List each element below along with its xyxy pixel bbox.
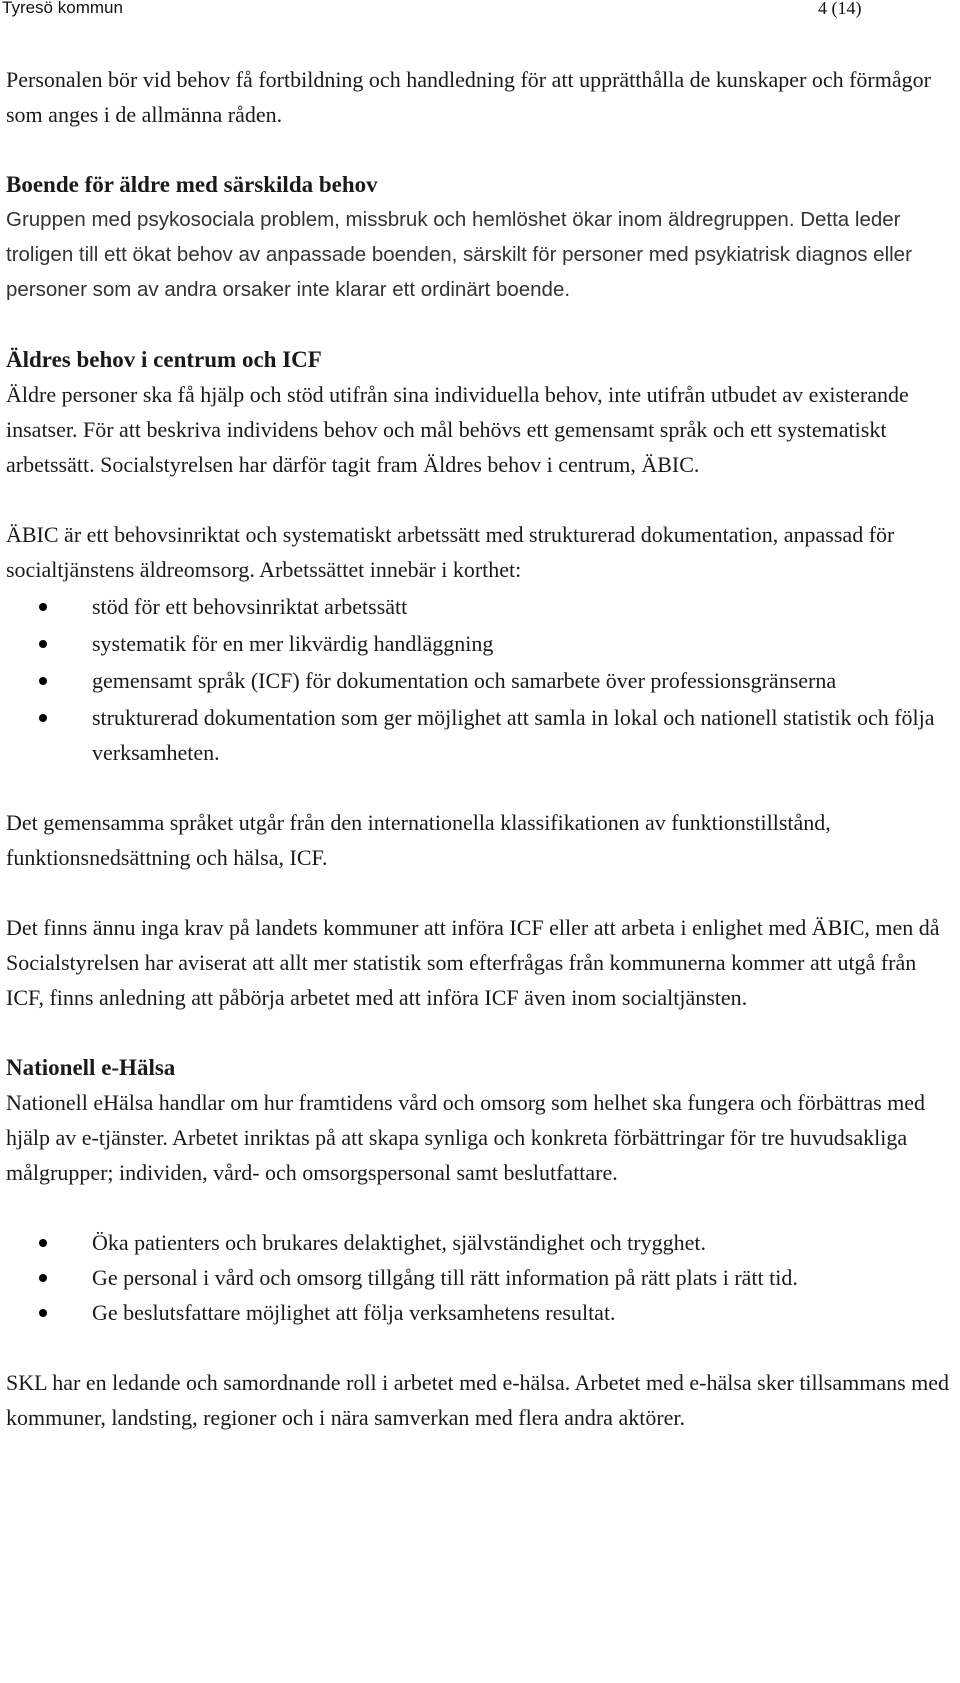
list-item: Ge beslutsfattare möjlighet att följa verksamhetens resultat. (6, 1295, 954, 1330)
heading-aldres-behov: Äldres behov i centrum och ICF (6, 347, 322, 372)
abic-bullet-list (6, 589, 954, 770)
bullet-icon (39, 714, 47, 722)
paragraph-ehalsa: Nationell eHälsa handlar om hur framtidens vård och omsorg som helhet ska fungera och förbättras med hjälp av e-tjänster. Arbetet inriktas på att skapa synliga och konkreta förbättringar för tre huvudsakliga målgrupper; individen, vård- och omsorgspersonal samt beslutfattare. (6, 1090, 926, 1185)
list-item: Öka patienters och brukares delaktighet, självständighet och trygghet. (6, 1225, 954, 1260)
list-item: gemensamt språk (ICF) för dokumentation och samarbete över professionsgränserna (6, 663, 954, 698)
heading-ehalsa: Nationell e-Hälsa (6, 1055, 176, 1080)
paragraph-abic: ÄBIC är ett behovsinriktat och systematiskt arbetssätt med strukturerad dokumentation, anpassad för socialtjänstens äldreomsorg. Arbetssättet innebär i korthet: (6, 522, 895, 582)
paragraph-aldres-behov: Äldre personer ska få hjälp och stöd utifrån sina individuella behov, inte utifrån utbudet av existerande insatser. För att beskriva individens behov och mål behövs ett gemensamt språk och ett systematiskt arbetssätt. Socialstyrelsen har därför tagit fram Äldres behov i centrum, ÄBIC. (6, 382, 909, 477)
list-item: systematik för en mer likvärdig handläggning (6, 626, 954, 661)
paragraph-skl: SKL har en ledande och samordnande roll i arbetet med e-hälsa. Arbetet med e-hälsa sker tillsammans med kommuner, landsting, regioner och i nära samverkan med flera andra aktörer. (6, 1370, 950, 1430)
bullet-icon (39, 1274, 47, 1282)
bullet-icon (39, 677, 47, 685)
bullet-icon (39, 1309, 47, 1317)
heading-boende: Boende för äldre med särskilda behov (6, 172, 378, 197)
header-organization: Tyresö kommun (2, 0, 123, 17)
bullet-icon (39, 603, 47, 611)
paragraph-boende: Gruppen med psykosociala problem, missbruk och hemlöshet ökar inom äldregruppen. Detta leder troligen till ett ökat behov av anpassade boenden, särskilt för personer med psykiatrisk diagnos eller personer som av andra orsaker inte klarar ett ordinärt boende. (6, 208, 912, 301)
bullet-icon (39, 640, 47, 648)
page-header (2, 0, 862, 22)
list-item: Ge personal i vård och omsorg tillgång till rätt information på rätt plats i rätt tid. (6, 1260, 954, 1295)
paragraph-icf-language: Det gemensamma språket utgår från den internationella klassifikationen av funktionstillstånd, funktionsnedsättning och hälsa, ICF. (6, 810, 831, 870)
paragraph-icf-requirements: Det finns ännu inga krav på landets kommuner att införa ICF eller att arbeta i enlighet med ÄBIC, men då Socialstyrelsen har aviserat att allt mer statistik som efterfrågas från kommunerna kommer att utgå från ICF, finns anledning att påbörja arbetet med att införa ICF även inom socialtjänsten. (6, 915, 940, 1010)
bullet-icon (39, 1239, 47, 1247)
list-item: strukturerad dokumentation som ger möjlighet att samla in lokal och nationell statistik och följa verksamheten. (6, 700, 954, 770)
page-number: 4 (14) (818, 0, 862, 18)
document-body (6, 62, 954, 1435)
list-item: stöd för ett behovsinriktat arbetssätt (6, 589, 954, 624)
intro-paragraph: Personalen bör vid behov få fortbildning och handledning för att upprätthålla de kunskaper och förmågor som anges i de allmänna råden. (6, 67, 931, 127)
ehalsa-bullet-list (6, 1225, 954, 1330)
